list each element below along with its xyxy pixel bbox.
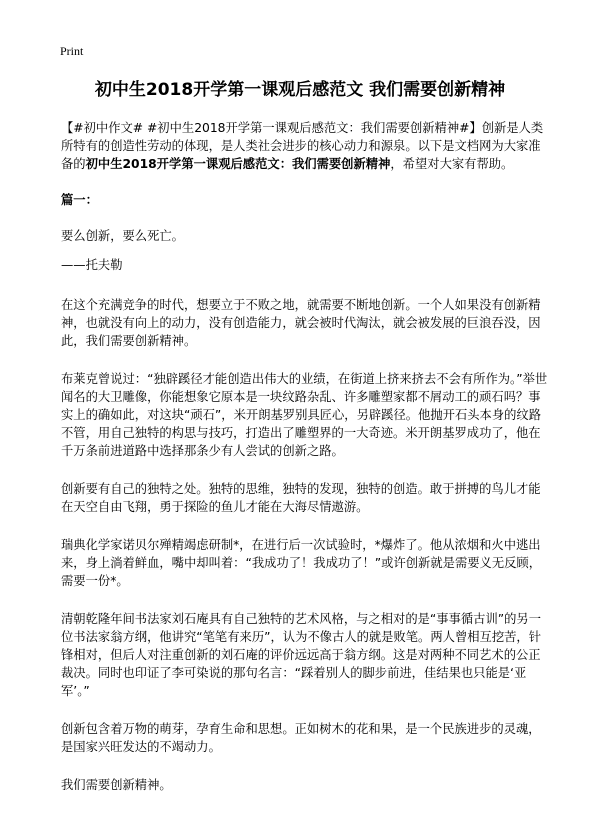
intro-text-start: 【#初中作文# #初中生2018开学第一课观后感范文：我们需要创新精神#】创新是人类所特有的创造性劳动的体现，是人类社会进步的核心动力和源泉。以下是文档网为大家准备的 bbox=[61, 121, 544, 171]
page-title: 初中生2018开学第一课观后感范文 我们需要创新精神 bbox=[94, 80, 506, 100]
body-paragraph: 在这个充满竞争的时代，想要立于不败之地，就需要不断地创新。一个人如果没有创新精神，也就没有向上的动力，没有创造能力，就会被时代淘汰，就会被发展的巨浪吞没，因此，我们需要创新精神。 bbox=[61, 298, 541, 348]
closing-paragraph: 我们需要创新精神。 bbox=[61, 778, 172, 792]
quote-attribution: ——托夫勒 bbox=[61, 258, 123, 272]
quote-line: 要么创新，要么死亡。 bbox=[61, 229, 184, 243]
body-paragraph: 清朝乾隆年间书法家刘石庵具有自己独特的艺术风格，与之相对的是“事事循古训”的另一位书法家翁方纲，他讲究“笔笔有来历”，认为不像古人的就是败笔。两人曾相互挖苦，针锋相对，但后人对注重创新的刘石庵的评价远远高于翁方纲。这是对两种不同艺术的公正裁决。同时也印证了李可染说的那句名言：“踩着别人的脚步前进，佳结果也只能是‘亚军’。” bbox=[61, 612, 542, 698]
body-paragraph: 布莱克曾说过：“独辟蹊径才能创造出伟大的业绩，在街道上挤来挤去不会有所作为。”举世闻名的大卫雕像，你能想象它原本是一块纹路杂乱、许多雕塑家都不屑动工的顽石吗？事实上的确如此，对这块“顽石”，米开朗基罗别具匠心，另辟蹊径。他抛开石头本身的纹路不管，用自己独特的构思与技巧，打造出了雕塑界的一大奇迹。米开朗基罗成功了，他在千万条前进道路中选择那条少有人尝试的创新之路。 bbox=[61, 372, 548, 458]
body-paragraph: 创新要有自己的独特之处。独特的思维，独特的发现，独特的创造。敢于拼搏的鸟儿才能在天空自由飞翔，勇于探险的鱼儿才能在大海尽情遨游。 bbox=[61, 482, 541, 514]
article-body bbox=[61, 119, 551, 812]
print-label: Print bbox=[60, 44, 84, 58]
body-paragraph: 创新包含着万物的萌芽，孕育生命和思想。正如树木的花和果，是一个民族进步的灵魂，是国家兴旺发达的不竭动力。 bbox=[61, 722, 541, 754]
section-heading: 篇一： bbox=[61, 193, 98, 207]
intro-paragraph bbox=[61, 119, 551, 173]
intro-bold-title: 初中生2018开学第一课观后感范文：我们需要创新精神 bbox=[85, 157, 391, 171]
body-paragraph: 瑞典化学家诺贝尔殚精竭虑研制*，在进行后一次试验时，*爆炸了。他从浓烟和火中逃出来，身上淌着鲜血，嘴中却叫着：“我成功了！我成功了！”或许创新就是需要义无反顾，需要一份*。 bbox=[61, 538, 542, 588]
intro-text-end: ，希望对大家有帮助。 bbox=[390, 157, 514, 171]
